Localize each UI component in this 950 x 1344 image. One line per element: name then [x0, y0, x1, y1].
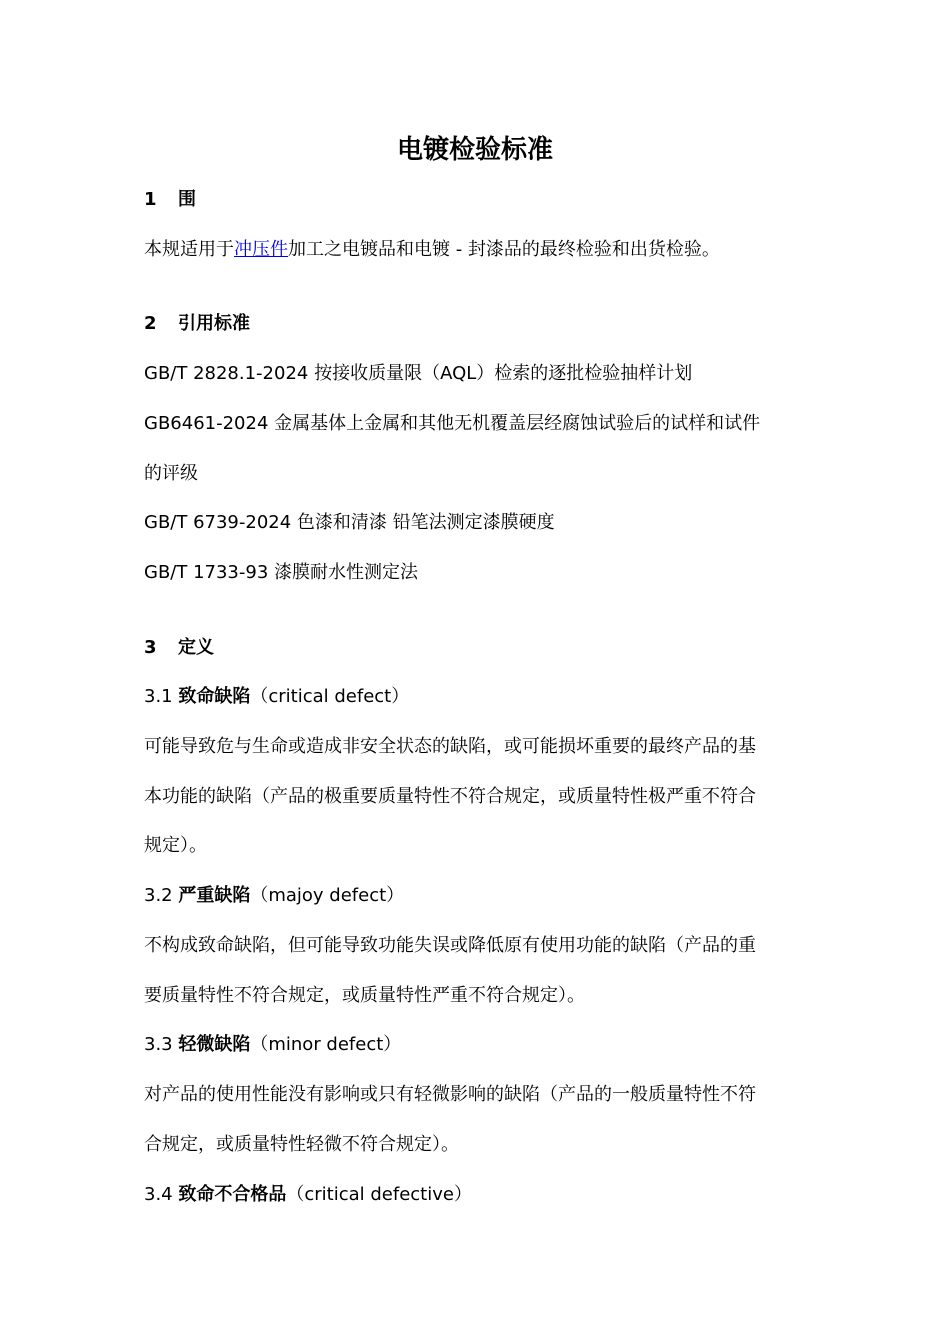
definition-term: 致命不合格品 — [178, 1184, 287, 1205]
standard-item: GB/T 6739-2024 色漆和清漆 铅笔法测定漆膜硬度 — [144, 512, 555, 533]
section-3-number: 3 — [144, 637, 157, 658]
definition-3-1-heading — [144, 683, 824, 711]
definition-english: （minor defect） — [250, 1034, 402, 1055]
definition-3-4-heading — [144, 1181, 824, 1209]
definition-text-line: 合规定，或质量特性轻微不符合规定）。 — [144, 1134, 459, 1155]
scope-text-after: 加工之电镀品和电镀 - 封漆品的最终检验和出货检验。 — [288, 239, 720, 260]
definition-term: 致命缺陷 — [178, 686, 251, 707]
stamping-parts-link[interactable]: 冲压件 — [234, 239, 288, 260]
page-title: 电镀检验标准 — [396, 135, 553, 165]
definition-english: （majoy defect） — [250, 885, 405, 906]
scope-paragraph — [144, 236, 824, 264]
standard-item: GB6461-2024 金属基体上金属和其他无机覆盖层经腐蚀试验后的试样和试件 — [144, 413, 761, 434]
definition-term: 严重缺陷 — [178, 885, 251, 906]
section-2-heading — [144, 310, 824, 338]
definition-number: 3.1 — [144, 686, 179, 707]
scope-text-before: 本规适用于 — [144, 239, 234, 260]
definition-text-line: 对产品的使用性能没有影响或只有轻微影响的缺陷（产品的一般质量特性不符 — [144, 1084, 756, 1105]
section-1-number: 1 — [144, 189, 157, 210]
section-1-heading — [144, 186, 824, 214]
section-1-title: 围 — [178, 189, 196, 210]
definition-english: （critical defective） — [286, 1184, 472, 1205]
definition-number: 3.3 — [144, 1034, 179, 1055]
definition-3-3-heading — [144, 1031, 824, 1059]
section-2-number: 2 — [144, 313, 157, 334]
standard-item: GB/T 1733-93 漆膜耐水性测定法 — [144, 562, 419, 583]
definition-text-line: 不构成致命缺陷，但可能导致功能失误或降低原有使用功能的缺陷（产品的重 — [144, 935, 756, 956]
definition-text-line: 要质量特性不符合规定，或质量特性严重不符合规定）。 — [144, 985, 585, 1006]
definition-3-2-heading — [144, 882, 824, 910]
standard-item: GB/T 2828.1-2024 按接收质量限（AQL）检索的逐批检验抽样计划 — [144, 363, 693, 384]
definition-text-line: 本功能的缺陷（产品的极重要质量特性不符合规定，或质量特性极严重不符合 — [144, 786, 756, 807]
definition-term: 轻微缺陷 — [178, 1034, 251, 1055]
definition-english: （critical defect） — [250, 686, 410, 707]
definition-number: 3.4 — [144, 1184, 179, 1205]
definition-text-line: 规定）。 — [144, 835, 207, 856]
section-2-title: 引用标准 — [178, 313, 250, 334]
standard-item-continuation: 的评级 — [144, 463, 198, 484]
definition-number: 3.2 — [144, 885, 179, 906]
section-3-heading — [144, 634, 824, 662]
section-3-title: 定义 — [178, 637, 214, 658]
definition-text-line: 可能导致危与生命或造成非安全状态的缺陷，或可能损坏重要的最终产品的基 — [144, 736, 756, 757]
